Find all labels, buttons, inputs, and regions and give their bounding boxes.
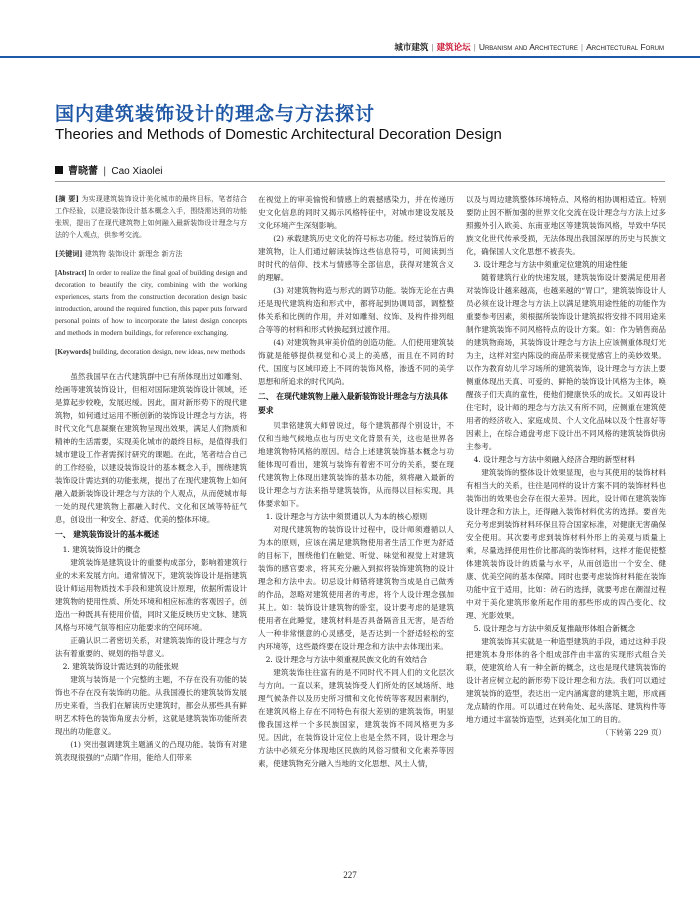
section-1-2-item-4: (4) 对建筑物具审美价值的创造功能。人们使用建筑装饰就是能够提供视觉和心灵上的美感，而且在不同的时代、国度与区域印迹上不同的装饰风格，渗透不同的美学思想和所追求的时代风尚。 xyxy=(258,338,454,386)
section-2-4-heading: 4. 设计理念与方法中须融入经济合理的新型材料 xyxy=(473,455,636,464)
section-2-5-heading: 5. 设计理念与方法中须反复推敲形体组合新概念 xyxy=(473,624,636,633)
section-2-heading: 二、 在现代建筑物上融入最新装饰设计理念与方法具体要求 xyxy=(258,392,448,415)
author-name-en: Cao Xiaolei xyxy=(111,166,163,177)
section-1-2-heading: 2. 建筑装饰设计需达到的功能张规 xyxy=(62,662,179,671)
intro-paragraph: 虽然我国早在古代建筑群中已有所体现出过如雕刻、绘画等建筑装饰设计，但相对国际建筑装饰设计领域，还是算起步较晚，发展迟缓。因此，面对新形势下的现代建筑物，如何通过运用不断创新的装饰设计理念与方法，将时代文化气息凝聚在建筑物呈现出效果，满足人们物质和精神的生活需要，实现美化城市的最终目标，是值得我们城市建设工作者需探讨研究的课题。在此，笔者结合自己的工作经验，以建设装饰设计的基本概念入手，围绕建筑装饰设计需达到的功能张规，提出了在现代建筑物上如何融入最新装饰设计理念与方法的个人观点，从而使城市每一处的现代建筑物上都融入时代、文化和区域等特征气息，创设出一种安全、舒适、优美的整体环境。 xyxy=(55,372,247,524)
section-2-3-heading: 3. 设计理念与方法中须重定位建筑的用途性能 xyxy=(473,260,628,269)
journal-name-en: Urbanism and Architecture xyxy=(478,42,578,52)
section-name-zh: 建筑论坛 xyxy=(436,42,471,52)
section-1-1-heading: 1. 建筑装饰设计的概念 xyxy=(62,545,141,554)
section-1-1-text-2: 正确认识二者密切关系，对建筑装饰的设计理念与方法有着重要的、规划的指导意义。 xyxy=(55,636,247,658)
header-rule xyxy=(0,56,700,58)
journal-name-zh: 城市建筑 xyxy=(394,42,429,52)
section-name-en: Architectural Forum xyxy=(586,42,664,52)
column-3 xyxy=(466,193,666,739)
section-1-2-item-2: (2) 承载建筑历史文化的符号标志功能。经过装饰后的建筑物，让人们通过解读装饰这些信息符号，可阅读到当时时代的信仰、技术与情感等全部信息，获得对建筑含义的理解。 xyxy=(258,234,454,282)
section-1-heading: 一、 建筑装饰设计的基本概述 xyxy=(55,530,160,539)
col2-continued-paragraph: 在视觉上的审美愉悦和情感上的震撼感染力，并在传递历史文化信息的同时又揭示风格特征中，对城市建设发展及文化环境产生深刻影响。 xyxy=(258,195,454,230)
article-title-en: Theories and Methods of Domestic Architectural Decoration Design xyxy=(55,126,502,143)
col3-continued-paragraph: 以及与周边建筑整体环境特点、风格的相协调相适宜。特别要防止因不断加强的世界文化交流在设计理念与方法上过多照搬外引入欧美、东南亚地区等建筑装饰风格，导致中华民族文化世代传承受损，无法体现出我国深厚的历史与民族文化，确保国人文化思想不被丧失。 xyxy=(466,195,666,256)
section-1-2-text: 建筑与装饰是一个完整的主题，不存在没有功能的装饰也不存在没有装饰的功能。从我国漫长的建筑装饰发展历史来看，当我们在解读历史建筑时，都会从那些具有鲜明艺术特色的装饰角度去分析，这就是建筑装饰功能所表现出的功能意义。 xyxy=(55,675,247,736)
page-number: 227 xyxy=(343,870,357,880)
article-title-zh: 国内建筑装饰设计的理念与方法探讨 xyxy=(55,103,376,125)
section-2-1-heading: 1. 设计理念与方法中须贯通以人为本的核心原则 xyxy=(265,512,428,521)
author-name-zh: 曹晓蕾 xyxy=(68,166,98,177)
section-2-2-text: 建筑装饰往往富有的是不同时代不同人们的文化层次与方向。一直以来，建筑装饰受人们所处的区域场所、地理气候条件以及历史所习惯和文化传统等客观因素制约，在建筑风格上存在不同特色有很大差别的建筑装饰，明显像我国这样一个多民族国家，建筑装饰不同风格更为多见。因此，在装饰设计定位上也是全然不同，设计理念与方法中必须充分体现地区民族的风俗习惯和文化素养等因素，使建筑物充分融入当地的文化思想、风土人情， xyxy=(258,668,454,768)
abstract-zh: [摘 要] 为实现建筑装饰设计美化城市的最终目标，笔者结合工作经验，以建设装饰设计基本概念入手，围绕需达到的功能张规，提出了在现代建筑物上如何融入最新装饰设计理念与方法的个人观点，供参考交流。 xyxy=(55,194,247,239)
square-bullet-icon xyxy=(55,166,63,174)
keywords-en: [Keywords] building, decoration design, new ideas, new methods xyxy=(55,348,246,356)
abstract-en: [Abstract] In order to realize the final goal of building design and decoration to beautify the city, combining with the working experiences, starts from the construction decoration design basic introduction, around the required function, this paper puts forward personal points of how to incorporate the latest design concepts and methods in modern buildings, for reference exchanging. xyxy=(55,269,247,337)
section-1-2-item-3: (3) 对建筑物构造与形式的调节功能。装饰无论在古典还是现代建筑构造和形式中，都将起到协调局部，调整整体关系和比例的作用，并对如雕刻、纹饰、及构件排列组合等等的材料和形式转换起到过渡作用。 xyxy=(258,286,454,334)
section-1-1-text: 建筑装饰是建筑设计的重要构成部分，影响着建筑行业的未来发展方向。通常情况下，建筑装饰设计是指建筑设计师运用物质技术手段和建筑设计原理，依据所需设计建筑物的使用性质、所处环境和相应标准的客观因子，创造出一种既具有使用价值，同时又能反映历史文脉、建筑风格与环境气氛等相应功能要求的空间环境。 xyxy=(55,558,247,632)
running-header: 城市建筑 | 建筑论坛 | Urbanism and Architecture | Architectural Forum xyxy=(394,42,664,52)
keywords-zh: [关键词] 建筑物 装饰设计 新理念 新方法 xyxy=(55,249,183,258)
section-2-intro: 贝聿铭建筑大师曾说过，每个建筑都得个别设计，不仅和当地气候地点也与历史文化背景有关，这也是世界各地建筑物特风格的原因。结合上述建筑装饰基本概念与功能体现可看出，建筑与装饰有着密不可分的关系，要在现代建筑物上体现出建筑装饰的基本功能，须将融入最新的设计理念与方法来指导建筑装饰，从而得以目标实现。具体要求如下。 xyxy=(258,421,454,508)
section-2-5-text: 建筑装饰其实就是一种造型建筑的手段，通过这种手段把建筑本身形体的各个组成部件由丰富的实现形式组合关联，使建筑给人有一种全新的概念，这也是现代建筑装饰的设计者应树立起的新形势下设计理念和方法。我们可以通过建筑装饰的造型，表达出一定内涵寓意的建筑主题，形成画龙点睛的作用。可以通过在转角处、起头落尾、建筑构件等地方通过丰富装饰造型，达到美化加工的目的。 xyxy=(466,637,666,724)
section-2-1-text: 对现代建筑物的装饰设计过程中，设计师须遵循以人为本的原则，应该在满足建筑物使用者生活工作更为舒适的目标下，围绕他们在触觉、听觉、味觉和视觉上对建筑装饰的感官要求，将其充分融入到拟将装饰建筑物的设计理念和方法中去。切忌设计师错将建筑物当成是自己做秀的作品，忽略对建筑使用者的考虑，将个人设计理念强加其上。如：装饰设计建筑物的卧室，设计要考虑的是建筑使用者在此睡觉，建筑材料是否具备隔音且无害，是否给人一种非常惬意的心灵感受，是否达到一个舒适轻松的室内环境等，这些最终要在设计理念和方法中去体现出来。 xyxy=(258,525,454,651)
column-2 xyxy=(258,193,454,770)
section-1-2-item-1: (1) 突出强调建筑主题涵义的凸现功能。装饰有对建筑表现很强的“点睛”作用，能给人们带来 xyxy=(55,740,247,762)
author-rule xyxy=(55,181,665,182)
section-2-3-text: 随着建筑行业的快速发展，建筑装饰设计要满足使用者对装饰设计越来越高，也越来越的“胃口”，建筑装饰设计人员必须在设计理念与方法上以满足建筑用途性能的功能作为重要参考因素，须根据所装饰设计建筑拟将安排不同用途来制作建筑装饰不同风格特点的设计方案。如：作为销售商品的建筑物商场，其装饰设计理念与方法上应该侧重体现灯光为主，这样对室内陈设的商品带来视觉感官上的美妙效果。以作为教育幼儿学习场所的建筑装饰，设计理念与方法上要侧重体现出天真、可爱的、鲜艳的装饰设计风格为主体，唤醒孩子们天真的童性，使他们健康快乐的成长。又如再设计住宅时，设计师的理念与方法又有所不同，应侧重在建筑使用者的经济收入、家庭成员、个人文化品味以及个性喜好等因素上，在综合通盘考虑下设计出不同风格的建筑装饰供房主参考。 xyxy=(466,273,666,451)
author-line: 曹晓蕾 | Cao Xiaolei xyxy=(55,162,163,177)
section-2-4-text: 建筑装饰的整体设计效果显现，也与其使用的装饰材料有相当大的关系，往往是同样的设计方案不同的装饰材料也装饰出的效果也会存在很大差异。因此，设计师在建筑装饰设计理念和方法上，还得融入装饰材料优劣的选择。要首先充分考虑到装饰材料环保且符合国家标准，对健康无害确保安全使用。其次要考虑到装饰材料外形上的美观与质量上乘，尽量选择使用性价比都高的装饰材料，这样才能促使整体建筑装饰设计的质量与水平，从而创造出一个安全、健康、优美空间的基本保障。同时也要考虑装饰材料能在装饰功能中宜于适用，比如：砖石的选择，就要考虑在潮湿过程中对于美化建筑形象所起作用的那些形成的四凸变化、纹理、光影效果。 xyxy=(466,468,666,620)
continued-note: （下转第 229 页） xyxy=(601,728,666,737)
column-1 xyxy=(55,193,247,764)
section-2-2-heading: 2. 设计理念与方法中须重视民族文化的有效结合 xyxy=(265,655,428,664)
